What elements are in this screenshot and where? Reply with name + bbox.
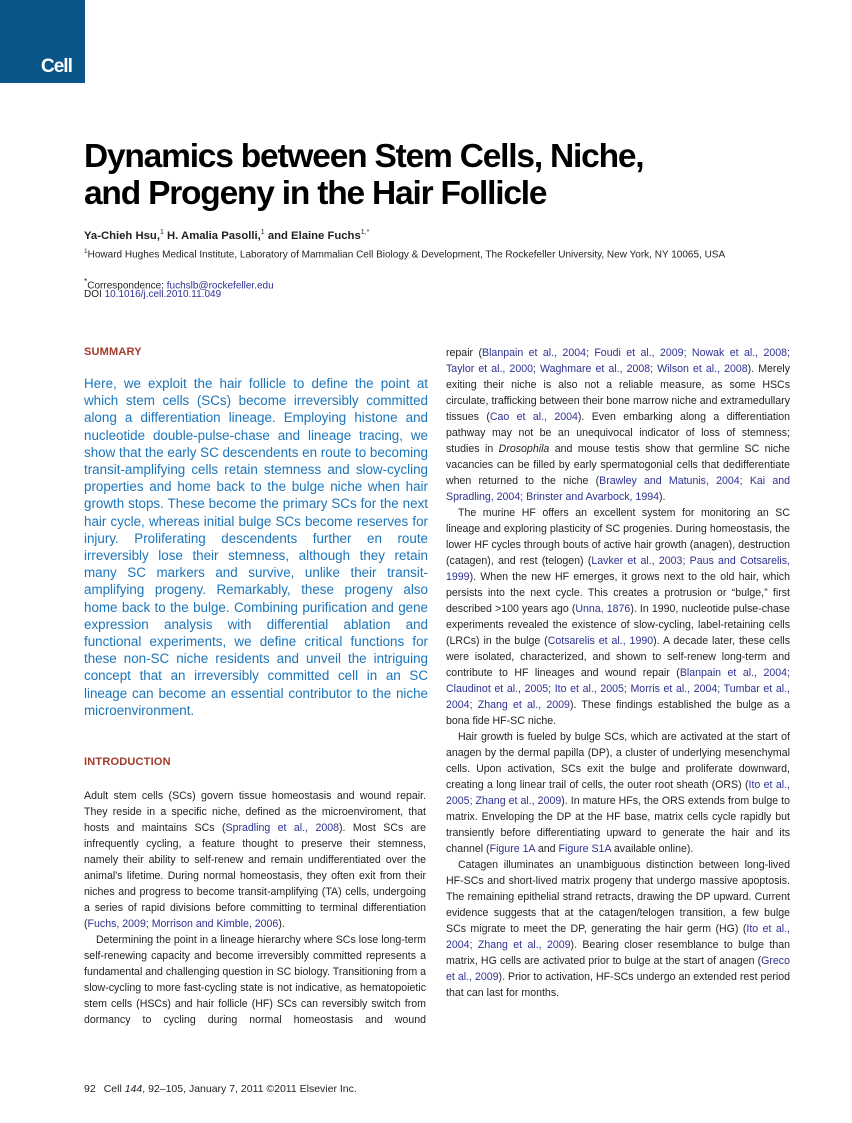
citation-link[interactable]: Fuchs, 2009; Morrison and Kimble, 2006 (87, 918, 279, 930)
affiliation-text: Howard Hughes Medical Institute, Laboratory of Mammalian Cell Biology & Development, The Rockefeller University, New York, NY 10065, USA (87, 249, 726, 261)
text-run: ). When the new HF emerges, it grows next to the old hair, which persists into the next cycle. This creates a protrusion or “bulge,” first described >100 years ago ( (446, 571, 790, 615)
text-run: repair ( (446, 347, 483, 359)
text-run: ). In mature HFs, the ORS extends from bulge to matrix. Enveloping the DP at the HF base, matrix cells cycle rapidly but transiently before differentiating upward to generate the hair and its channel ( (446, 795, 790, 855)
text-run: ). In 1990, nucleotide pulse-chase experiments revealed the existence of slow-cycling, label-retaining cells (LRCs) in the bulge ( (446, 603, 790, 647)
author-affil-marker: 1 (260, 229, 265, 236)
text-run: available online). (610, 843, 694, 855)
correspondence-label: Correspondence: (87, 280, 167, 292)
introduction-heading: INTRODUCTION (84, 756, 171, 768)
author-name: Ya-Chieh Hsu, (84, 229, 160, 242)
footer-journal: Cell (103, 1083, 125, 1095)
citation-link[interactable]: Brawley and Matunis, 2004; Kai and Spradling, 2004; Brinster and Avarbock, 1994 (446, 475, 790, 503)
citation-link[interactable]: Figure S1A (558, 843, 611, 855)
affiliation-marker: 1 (84, 248, 88, 255)
intro-paragraph-4 (446, 729, 790, 857)
author-affil-marker: 1 (159, 229, 164, 236)
citation-link[interactable]: Ito et al., 2004; Zhang et al., 2009 (446, 923, 790, 951)
page-number: 92 (84, 1083, 96, 1095)
article-title (84, 138, 784, 212)
citation-link[interactable]: Spradling et al., 2008 (225, 822, 340, 834)
citation-link[interactable]: Cao et al., 2004 (489, 411, 578, 423)
author-name: H. Amalia Pasolli, (163, 229, 261, 242)
citation-link[interactable]: Figure 1A (489, 843, 535, 855)
citation-link[interactable]: Lavker et al., 2003; Paus and Cotsarelis, 1999 (446, 555, 790, 583)
footer-citation: , 92–105, January 7, 2011 ©2011 Elsevier Inc. (142, 1083, 357, 1095)
intro-paragraph-2 (84, 932, 426, 1028)
author-name: and Elaine Fuchs (264, 229, 361, 242)
text-run: and mouse testis show that germline SC niche vacancies can be filled by early spermatogonial cells that dedifferentiate when returned to the niche ( (446, 443, 790, 487)
doi-link[interactable]: 10.1016/j.cell.2010.11.049 (104, 289, 222, 300)
intro-paragraph-5 (446, 857, 790, 1001)
introduction-left-column (84, 788, 426, 1028)
citation-link[interactable]: Ito et al., 2005; Zhang et al., 2009 (446, 779, 790, 807)
text-run: ). Most SCs are infrequently cycling, a feature thought to preserve their stemness, namely their ability to self-renew and remain undifferentiated over the animal's lifetime. During normal homeostasis, they often exit from their niches and progress to become transit-amplifying (TA) cells, undergoing a series of rapid divisions before committing to terminal differentiation ( (84, 822, 426, 930)
text-run: Catagen illuminates an unambiguous distinction between long-lived HF-SCs and short-lived matrix progeny that undergo massive apoptosis. The remaining epithelial strand retracts, drawing the DP upward. Current evidence suggests that at the catagen/telogen transition, a few bulge SCs migrate to meet the DP, generating the hair germ (HG) ( (446, 859, 790, 935)
text-run: The murine HF offers an excellent system for monitoring an SC lineage and exploring plasticity of SC progenies. During homeostasis, the lower HF cycles through bouts of active hair growth (anagen), destruction (catagen), and rest (telogen) ( (446, 507, 790, 567)
text-run: and (534, 843, 559, 855)
author-affil-marker: 1,* (360, 229, 370, 236)
intro-paragraph-1 (84, 788, 426, 932)
title-line-2: and Progeny in the Hair Follicle (84, 175, 547, 212)
author-list (84, 229, 369, 242)
title-line-1: Dynamics between Stem Cells, Niche, (84, 138, 644, 175)
journal-logo-text: Cell (41, 56, 72, 77)
text-run: ). A decade later, these cells were isolated, characterized, and shown to self-renew long-term and contribute to HF lineages and wound repair ( (446, 635, 790, 679)
citation-link[interactable]: Blanpain et al., 2004; Foudi et al., 2009; Nowak et al., 2008; Taylor et al., 2000; Waghmare et al., 2008; Wilson et al., 2008 (446, 347, 790, 375)
text-run: Determining the point in a lineage hierarchy where SCs lose long-term self-renewing capacity and become irreversibly committed represents a fundamental and challenging question in SC biology. Transitioning from a slow-cycling to more fast-cycling state is not indicative, as hematopoietic stem cells (HSCs) and hair follicle (HF) SCs can reversibly switch from dormancy to cycling during normal homeostasis and wound (84, 934, 426, 1026)
intro-paragraph-2-continued (446, 345, 790, 505)
text-run: ). Even embarking along a differentiation pathway may not be an unequivocal indicator of loss of stemness; studies in (446, 411, 790, 455)
summary-heading: SUMMARY (84, 346, 142, 358)
correspondence-marker: * (84, 276, 88, 286)
citation-link[interactable]: Unna, 1876 (575, 603, 631, 615)
affiliation (84, 245, 754, 263)
text-run: Adult stem cells (SCs) govern tissue homeostasis and wound repair. They reside in a specific niche, defined as the microenviroment, that hosts and maintains SCs ( (84, 790, 426, 834)
journal-logo (0, 0, 85, 83)
text-run: ). Bearing closer resemblance to bulge than matrix, HG cells are activated prior to bulge at the start of anagen ( (446, 939, 790, 967)
citation-link[interactable]: Greco et al., 2009 (446, 955, 790, 983)
citation-link[interactable]: Cotsarelis et al., 1990 (547, 635, 654, 647)
intro-paragraph-3 (446, 505, 790, 729)
text-run: ). These findings established the bulge as a bona fide HF-SC niche. (446, 699, 790, 727)
text-run: ). Prior to activation, HF-SCs undergo an extended rest period that can last for months. (446, 971, 790, 999)
text-run: ). (659, 491, 666, 503)
doi-label: DOI (84, 289, 105, 300)
doi (84, 288, 221, 303)
text-run: ). (278, 918, 285, 930)
page-footer (84, 1083, 357, 1095)
correspondence-email-link[interactable]: fuchslb@rockefeller.edu (166, 280, 274, 292)
introduction-right-column (446, 345, 790, 1001)
text-run: Hair growth is fueled by bulge SCs, which are activated at the start of anagen by the dermal papilla (DP), a cluster of underlying mesenchymal cells. Upon activation, SCs exit the bulge and proliferate downward, creating a long linear trail of cells, the outer root sheath (ORS) ( (446, 731, 790, 791)
summary-text: Here, we exploit the hair follicle to define the point at which stem cells (SCs) become irreversibly committed along a differentiation lineage. Employing histone and nucleotide double-pulse-chase and lineage tracing, we show that the early SC descendents en route to becoming transit-amplifying cells retain stemness and slow-cycling properties and home back to the bulge niche when hair growth stops. These become the primary SCs for the next hair cycle, whereas initial bulge SCs become reserves for injury. Proliferating descendents further en route irreversibly lose their stemness, although they retain many SC markers and survive, unlike their transit-amplifying progeny. Remarkably, these progeny also home back to the bulge. Combining purification and gene expression analysis with differential ablation and functional experiments, we define critical functions for these non-SC niche residents and unveil the intriguing concept that an irreversibly committed cell in an SC lineage can become an essential contributor to the niche microenvironment. (84, 376, 428, 718)
footer-volume: 144 (124, 1083, 143, 1095)
text-run: ). Merely exiting their niche is also not a reliable measure, as some HSCs circulate, trafficking between their bone marrow niche and extramedullary tissues ( (446, 363, 790, 423)
italic-term: Drosophila (498, 443, 550, 455)
citation-link[interactable]: Blanpain et al., 2004; Claudinot et al., 2005; Ito et al., 2005; Morris et al., 2004; Tumbar et al., 2004; Zhang et al., 2009 (446, 667, 790, 711)
